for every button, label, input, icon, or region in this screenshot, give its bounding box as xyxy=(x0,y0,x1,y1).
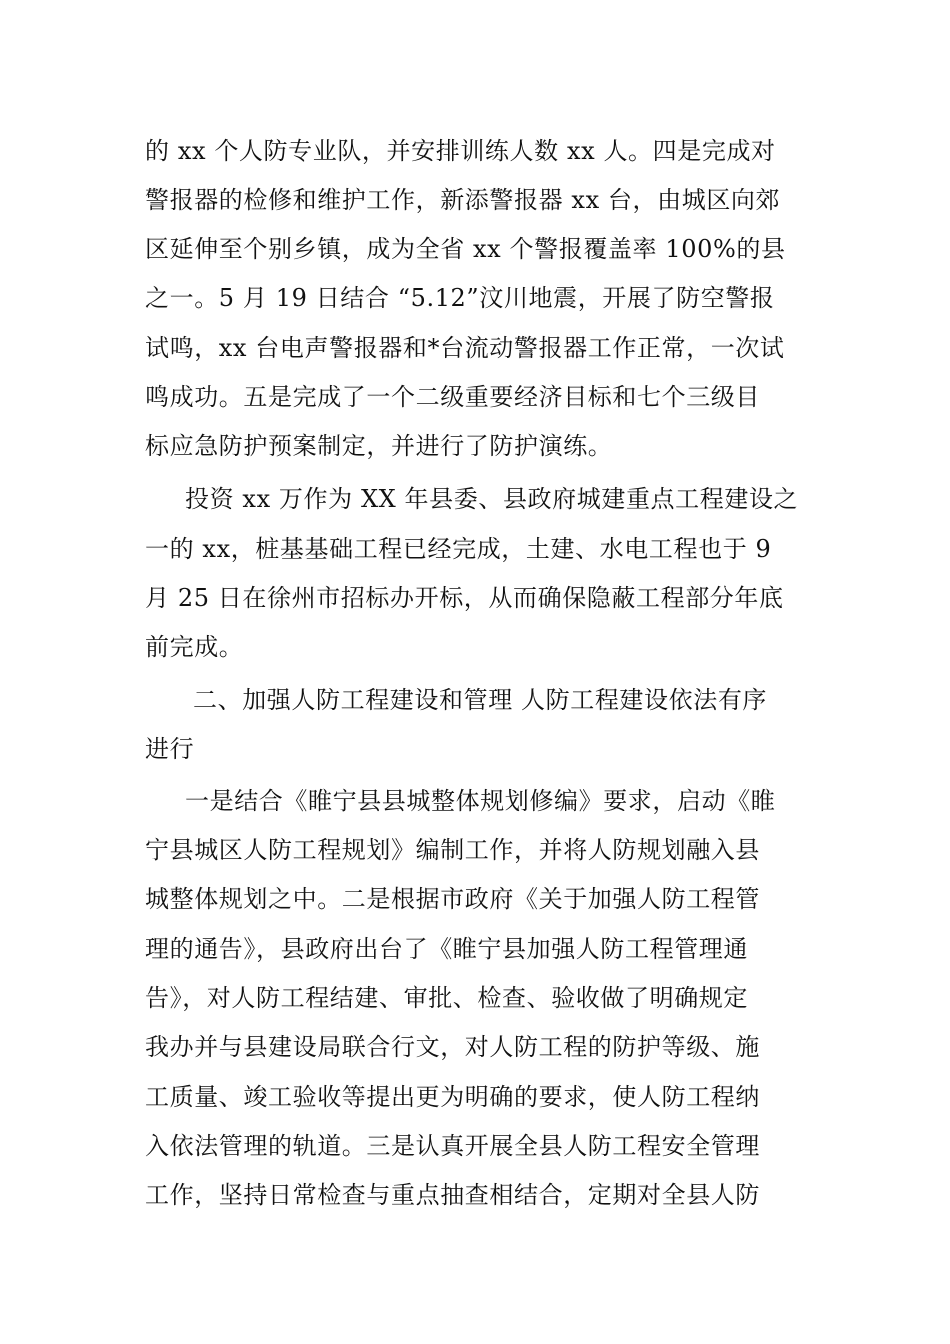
text-line: 告》，对人防工程结建、审批、检查、验收做了明确规定 xyxy=(145,984,748,1012)
document-body xyxy=(145,0,810,1344)
text-line: 鸣成功。五是完成了一个二级重要经济目标和七个三级目 xyxy=(145,383,760,411)
text-line: 区延伸至个别乡镇，成为全省 xx 个警报覆盖率 100%的县 xyxy=(145,235,786,263)
text-line: 工作，坚持日常检查与重点抽查相结合，定期对全县人防 xyxy=(145,1181,760,1209)
text-line: 标应急防护预案制定，并进行了防护演练。 xyxy=(145,432,613,460)
text-line: 月 25 日在徐州市招标办开标，从而确保隐蔽工程部分年底 xyxy=(145,584,784,612)
text-line: 一的 xx，桩基基础工程已经完成，土建、水电工程也于 9 xyxy=(145,535,772,563)
text-line: 试鸣，xx 台电声警报器和*台流动警报器工作正常，一次试 xyxy=(145,334,785,362)
text-line: 宁县城区人防工程规划》编制工作，并将人防规划融入县 xyxy=(145,836,760,864)
text-line: 理的通告》，县政府出台了《睢宁县加强人防工程管理通 xyxy=(145,935,748,963)
text-line: 进行 xyxy=(145,735,195,763)
text-line: 警报器的检修和维护工作，新添警报器 xx 台，由城区向郊 xyxy=(145,186,781,214)
text-line: 二、加强人防工程建设和管理 人防工程建设依法有序 xyxy=(193,686,768,714)
text-line: 投资 xx 万作为 XX 年县委、县政府城建重点工程建设之 xyxy=(185,485,799,513)
text-line: 城整体规划之中。二是根据市政府《关于加强人防工程管 xyxy=(145,885,760,913)
text-line: 一是结合《睢宁县县城整体规划修编》要求，启动《睢 xyxy=(185,787,776,815)
text-line: 前完成。 xyxy=(145,633,244,661)
text-line: 的 xx 个人防专业队，并安排训练人数 xx 人。四是完成对 xyxy=(145,137,776,165)
text-line: 工质量、竣工验收等提出更为明确的要求，使人防工程纳 xyxy=(145,1083,760,1111)
text-line: 入依法管理的轨道。三是认真开展全县人防工程安全管理 xyxy=(145,1132,760,1160)
text-line: 我办并与县建设局联合行文，对人防工程的防护等级、施 xyxy=(145,1033,760,1061)
text-line: 之一。5 月 19 日结合 “5.12”汶川地震，开展了防空警报 xyxy=(145,284,775,312)
